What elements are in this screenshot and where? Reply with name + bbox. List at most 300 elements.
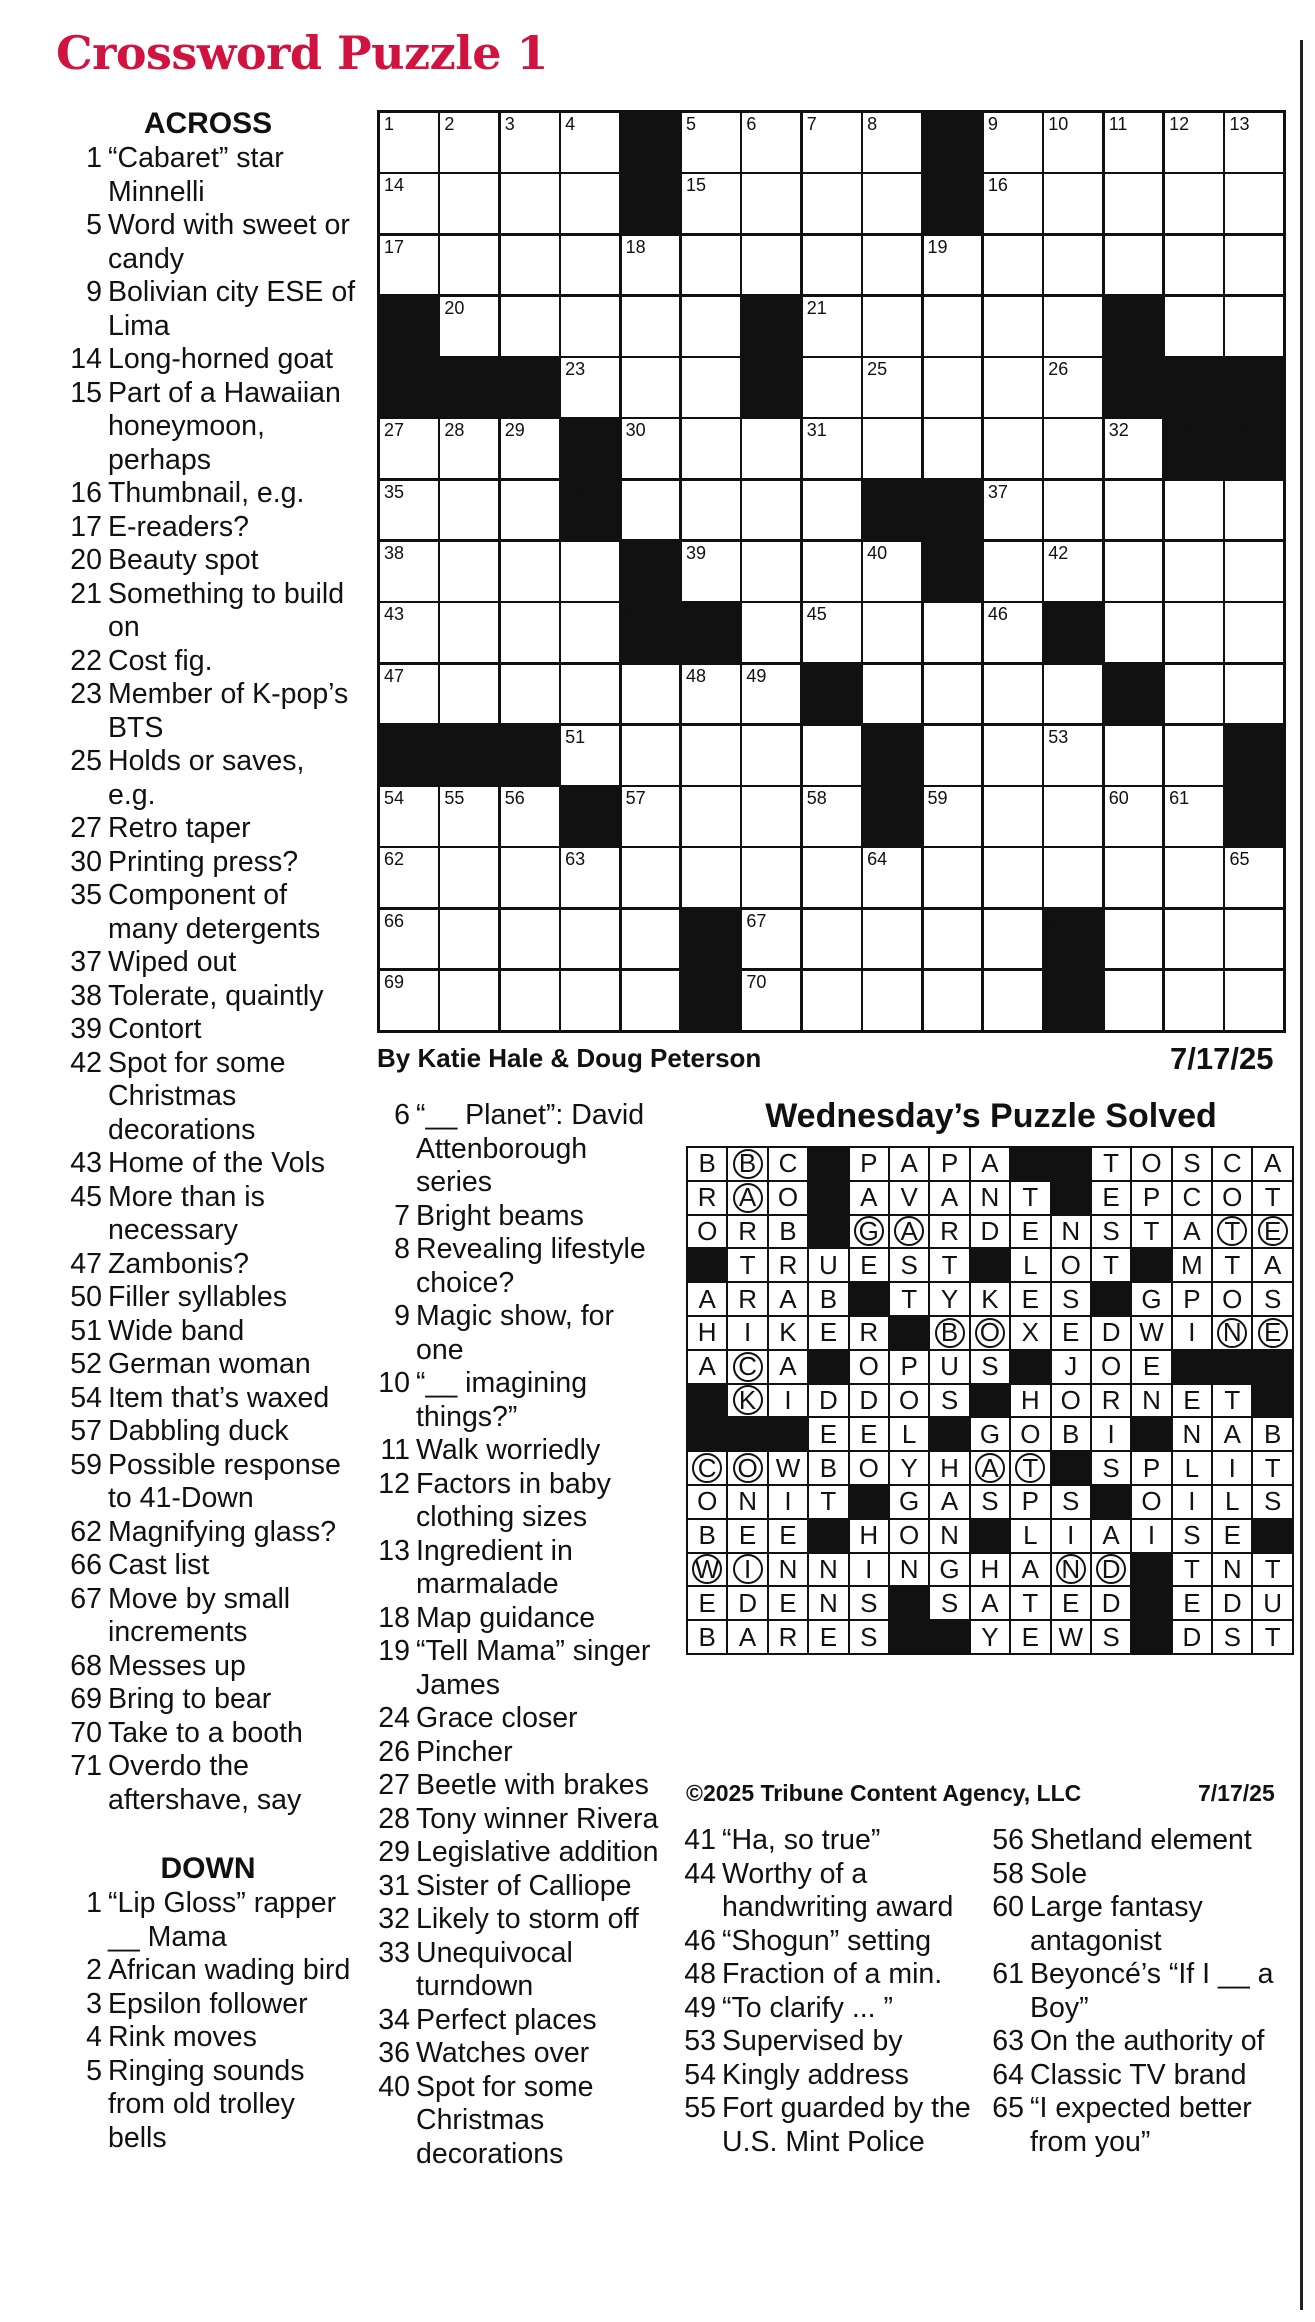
solved-letter: E bbox=[1021, 1283, 1039, 1314]
clue-across-38[interactable] bbox=[58, 980, 358, 1014]
grid-cell[interactable] bbox=[1044, 481, 1102, 540]
clue-across-9[interactable] bbox=[58, 276, 358, 343]
grid-cell[interactable] bbox=[742, 174, 800, 233]
grid-cell[interactable] bbox=[1165, 113, 1223, 172]
clue-down_col2-29[interactable] bbox=[366, 1836, 666, 1870]
grid-cell[interactable] bbox=[501, 419, 559, 478]
grid-cell[interactable] bbox=[803, 358, 861, 417]
clue-number: 31 bbox=[378, 1869, 410, 1902]
clue-across-16[interactable] bbox=[58, 477, 358, 511]
grid-cell[interactable] bbox=[803, 603, 861, 662]
grid-cell[interactable] bbox=[440, 236, 498, 295]
grid-cell[interactable] bbox=[863, 358, 921, 417]
grid-cell[interactable] bbox=[380, 174, 438, 233]
clue-down_col3-54[interactable] bbox=[672, 2059, 982, 2093]
clue-text: Printing press? bbox=[108, 845, 299, 878]
solved-cell bbox=[1092, 1621, 1130, 1653]
grid-cell[interactable] bbox=[622, 419, 680, 478]
grid-cell[interactable] bbox=[1044, 174, 1102, 233]
grid-cell[interactable] bbox=[742, 236, 800, 295]
grid-cell[interactable] bbox=[561, 174, 619, 233]
grid-cell[interactable] bbox=[742, 726, 800, 785]
clue-across-17[interactable] bbox=[58, 511, 358, 545]
grid-cell[interactable] bbox=[380, 665, 438, 724]
black-square bbox=[682, 603, 740, 662]
grid-cell[interactable] bbox=[1225, 481, 1283, 540]
grid-cell[interactable] bbox=[1044, 236, 1102, 295]
cell-number: 61 bbox=[1169, 788, 1190, 809]
clue-text: Bolivian city ESE of Lima bbox=[108, 276, 356, 342]
cell-number: 18 bbox=[625, 236, 646, 257]
grid-cell[interactable] bbox=[984, 542, 1042, 601]
grid-cell[interactable] bbox=[1105, 603, 1163, 662]
cell-number: 32 bbox=[1108, 420, 1129, 441]
grid-cell[interactable] bbox=[863, 113, 921, 172]
grid-cell[interactable] bbox=[682, 419, 740, 478]
clue-across-37[interactable] bbox=[58, 946, 358, 980]
clue-across-14[interactable] bbox=[58, 343, 358, 377]
grid-cell[interactable] bbox=[622, 726, 680, 785]
grid-cell[interactable] bbox=[924, 726, 982, 785]
grid-cell[interactable] bbox=[803, 542, 861, 601]
grid-cell[interactable] bbox=[501, 603, 559, 662]
solved-letter: N bbox=[1056, 1554, 1086, 1584]
grid-cell[interactable] bbox=[682, 848, 740, 907]
grid-cell[interactable] bbox=[1105, 174, 1163, 233]
clue-across-70[interactable] bbox=[58, 1717, 358, 1751]
grid-cell[interactable] bbox=[561, 236, 619, 295]
grid-cell[interactable] bbox=[1105, 113, 1163, 172]
grid-cell[interactable] bbox=[501, 665, 559, 724]
clue-down_col2-36[interactable] bbox=[366, 2037, 666, 2071]
grid-cell[interactable] bbox=[742, 665, 800, 724]
grid-cell[interactable] bbox=[742, 419, 800, 478]
grid-cell[interactable] bbox=[984, 236, 1042, 295]
grid-cell[interactable] bbox=[1165, 297, 1223, 356]
grid-cell[interactable] bbox=[984, 358, 1042, 417]
grid-cell[interactable] bbox=[622, 971, 680, 1030]
solved-cell bbox=[890, 1554, 928, 1586]
grid-cell[interactable] bbox=[984, 419, 1042, 478]
clue-across-42[interactable] bbox=[58, 1047, 358, 1148]
grid-cell[interactable] bbox=[440, 542, 498, 601]
grid-cell[interactable] bbox=[501, 787, 559, 846]
grid-cell[interactable] bbox=[742, 787, 800, 846]
grid-cell[interactable] bbox=[561, 358, 619, 417]
grid-cell[interactable] bbox=[863, 665, 921, 724]
grid-cell[interactable] bbox=[380, 603, 438, 662]
clue-across-22[interactable] bbox=[58, 645, 358, 679]
grid-cell[interactable] bbox=[440, 297, 498, 356]
solved-cell bbox=[930, 1452, 968, 1484]
grid-cell[interactable] bbox=[440, 910, 498, 969]
clue-down_col3-46[interactable] bbox=[672, 1925, 982, 1959]
grid-cell[interactable] bbox=[501, 910, 559, 969]
grid-cell[interactable] bbox=[380, 113, 438, 172]
grid-cell[interactable] bbox=[924, 971, 982, 1030]
grid-cell[interactable] bbox=[440, 665, 498, 724]
grid-cell[interactable] bbox=[742, 542, 800, 601]
solved-letter: D bbox=[818, 1384, 838, 1415]
grid-cell[interactable] bbox=[1044, 419, 1102, 478]
grid-cell[interactable] bbox=[1044, 113, 1102, 172]
clue-across-23[interactable] bbox=[58, 678, 358, 745]
clue-down_col1-2[interactable] bbox=[58, 1954, 358, 1988]
clue-across-62[interactable] bbox=[58, 1516, 358, 1550]
grid-cell[interactable] bbox=[440, 174, 498, 233]
grid-cell[interactable] bbox=[380, 971, 438, 1030]
clue-down_col2-13[interactable] bbox=[366, 1535, 666, 1602]
clue-down_col2-6[interactable] bbox=[366, 1099, 666, 1200]
clue-across-15[interactable] bbox=[58, 377, 358, 478]
grid-cell[interactable] bbox=[561, 910, 619, 969]
clue-down_col4-63[interactable] bbox=[980, 2025, 1280, 2059]
grid-cell[interactable] bbox=[984, 297, 1042, 356]
grid-cell[interactable] bbox=[1225, 297, 1283, 356]
grid-cell[interactable] bbox=[1165, 603, 1223, 662]
clue-down_col2-40[interactable] bbox=[366, 2071, 666, 2172]
grid-cell[interactable] bbox=[440, 971, 498, 1030]
grid-cell[interactable] bbox=[1105, 542, 1163, 601]
clue-across-52[interactable] bbox=[58, 1348, 358, 1382]
clue-down_col4-58[interactable] bbox=[980, 1858, 1280, 1892]
clue-down_col4-64[interactable] bbox=[980, 2059, 1280, 2093]
grid-cell[interactable] bbox=[924, 358, 982, 417]
solved-cell bbox=[1173, 1148, 1211, 1180]
grid-cell[interactable] bbox=[440, 113, 498, 172]
grid-cell[interactable] bbox=[924, 419, 982, 478]
solved-cell bbox=[1011, 1216, 1049, 1248]
clue-across-59[interactable] bbox=[58, 1449, 358, 1516]
grid-cell[interactable] bbox=[863, 603, 921, 662]
clue-across-1[interactable] bbox=[58, 142, 358, 209]
grid-cell[interactable] bbox=[1225, 910, 1283, 969]
grid-cell[interactable] bbox=[803, 481, 861, 540]
solved-black-square bbox=[1092, 1283, 1130, 1315]
clue-across-57[interactable] bbox=[58, 1415, 358, 1449]
grid-cell[interactable] bbox=[440, 787, 498, 846]
clue-across-51[interactable] bbox=[58, 1315, 358, 1349]
clue-down_col1-3[interactable] bbox=[58, 1988, 358, 2022]
clue-down_col2-10[interactable] bbox=[366, 1367, 666, 1434]
clue-across-43[interactable] bbox=[58, 1147, 358, 1181]
grid-cell[interactable] bbox=[1225, 113, 1283, 172]
clue-down_col3-53[interactable] bbox=[672, 2025, 982, 2059]
grid-cell[interactable] bbox=[561, 297, 619, 356]
clue-across-67[interactable] bbox=[58, 1583, 358, 1650]
grid-cell[interactable] bbox=[1105, 236, 1163, 295]
grid-cell[interactable] bbox=[380, 419, 438, 478]
grid-cell[interactable] bbox=[561, 542, 619, 601]
grid-cell[interactable] bbox=[863, 542, 921, 601]
grid-cell[interactable] bbox=[561, 603, 619, 662]
grid-cell[interactable] bbox=[1044, 358, 1102, 417]
grid-cell[interactable] bbox=[440, 481, 498, 540]
clue-across-54[interactable] bbox=[58, 1382, 358, 1416]
grid-cell[interactable] bbox=[622, 297, 680, 356]
grid-cell[interactable] bbox=[1105, 787, 1163, 846]
grid-cell[interactable] bbox=[501, 971, 559, 1030]
clue-across-68[interactable] bbox=[58, 1650, 358, 1684]
grid-cell[interactable] bbox=[1225, 603, 1283, 662]
grid-cell[interactable] bbox=[1165, 971, 1223, 1030]
grid-cell[interactable] bbox=[1105, 848, 1163, 907]
grid-cell[interactable] bbox=[803, 174, 861, 233]
grid-cell[interactable] bbox=[924, 236, 982, 295]
clue-across-71[interactable] bbox=[58, 1750, 358, 1817]
grid-cell[interactable] bbox=[682, 236, 740, 295]
black-square bbox=[1225, 726, 1283, 785]
clue-across-20[interactable] bbox=[58, 544, 358, 578]
clue-across-5[interactable] bbox=[58, 209, 358, 276]
grid-cell[interactable] bbox=[742, 113, 800, 172]
grid-cell[interactable] bbox=[1165, 665, 1223, 724]
clue-down_col2-24[interactable] bbox=[366, 1702, 666, 1736]
grid-cell[interactable] bbox=[501, 113, 559, 172]
grid-cell[interactable] bbox=[1165, 910, 1223, 969]
solved-cell bbox=[930, 1351, 968, 1383]
clue-down_col4-60[interactable] bbox=[980, 1891, 1280, 1958]
grid-cell[interactable] bbox=[863, 297, 921, 356]
clue-across-39[interactable] bbox=[58, 1013, 358, 1047]
clue-across-35[interactable] bbox=[58, 879, 358, 946]
clue-down_col2-34[interactable] bbox=[366, 2004, 666, 2038]
grid-cell[interactable] bbox=[622, 236, 680, 295]
grid-cell[interactable] bbox=[561, 113, 619, 172]
clue-text: “Ha, so true” bbox=[722, 1824, 881, 1856]
clue-down_col2-11[interactable] bbox=[366, 1434, 666, 1468]
clue-across-25[interactable] bbox=[58, 745, 358, 812]
clue-number: 1 bbox=[86, 142, 102, 174]
grid-cell[interactable] bbox=[1225, 971, 1283, 1030]
grid-cell[interactable] bbox=[561, 665, 619, 724]
grid-cell[interactable] bbox=[682, 113, 740, 172]
grid-cell[interactable] bbox=[863, 971, 921, 1030]
clue-number: 26 bbox=[378, 1735, 410, 1768]
clue-across-21[interactable] bbox=[58, 578, 358, 645]
grid-cell[interactable] bbox=[682, 542, 740, 601]
grid-cell[interactable] bbox=[984, 481, 1042, 540]
grid-cell[interactable] bbox=[622, 787, 680, 846]
solved-cell bbox=[1253, 1452, 1291, 1484]
cell-number: 20 bbox=[444, 297, 465, 318]
grid-cell[interactable] bbox=[1225, 665, 1283, 724]
grid-cell[interactable] bbox=[1105, 419, 1163, 478]
grid-cell[interactable] bbox=[1165, 236, 1223, 295]
grid-cell[interactable] bbox=[803, 236, 861, 295]
clue-down_col2-7[interactable] bbox=[366, 1200, 666, 1234]
grid-cell[interactable] bbox=[1225, 174, 1283, 233]
clue-down_col3-48[interactable] bbox=[672, 1958, 982, 1992]
grid-cell[interactable] bbox=[380, 481, 438, 540]
clue-down_col2-12[interactable] bbox=[366, 1468, 666, 1535]
clue-down_col3-41[interactable] bbox=[672, 1824, 982, 1858]
grid-cell[interactable] bbox=[682, 297, 740, 356]
grid-cell[interactable] bbox=[1044, 297, 1102, 356]
grid-cell[interactable] bbox=[984, 787, 1042, 846]
solved-cell bbox=[688, 1587, 726, 1619]
grid-cell[interactable] bbox=[1105, 726, 1163, 785]
grid-cell[interactable] bbox=[863, 848, 921, 907]
grid-cell[interactable] bbox=[1044, 542, 1102, 601]
grid-cell[interactable] bbox=[984, 848, 1042, 907]
grid-cell[interactable] bbox=[1044, 665, 1102, 724]
clue-down_col3-55[interactable] bbox=[672, 2092, 982, 2159]
black-square bbox=[1165, 358, 1223, 417]
grid-cell[interactable] bbox=[1044, 787, 1102, 846]
grid-cell[interactable] bbox=[984, 971, 1042, 1030]
grid-cell[interactable] bbox=[803, 419, 861, 478]
grid-cell[interactable] bbox=[924, 665, 982, 724]
grid-cell[interactable] bbox=[742, 481, 800, 540]
grid-cell[interactable] bbox=[984, 113, 1042, 172]
grid-cell[interactable] bbox=[1105, 481, 1163, 540]
clue-across-50[interactable] bbox=[58, 1281, 358, 1315]
clue-down_col4-65[interactable] bbox=[980, 2092, 1280, 2159]
grid-cell[interactable] bbox=[440, 848, 498, 907]
cell-number: 36 bbox=[565, 481, 586, 502]
grid-cell[interactable] bbox=[1225, 848, 1283, 907]
solved-letter: J bbox=[1064, 1351, 1078, 1382]
solved-letter: G bbox=[979, 1418, 1001, 1449]
grid-cell[interactable] bbox=[924, 787, 982, 846]
clue-across-30[interactable] bbox=[58, 846, 358, 880]
clue-down_col3-49[interactable] bbox=[672, 1992, 982, 2026]
grid-cell[interactable] bbox=[682, 787, 740, 846]
grid-cell[interactable] bbox=[1165, 726, 1223, 785]
grid-cell[interactable] bbox=[984, 603, 1042, 662]
grid-cell[interactable] bbox=[803, 910, 861, 969]
grid-cell[interactable] bbox=[863, 910, 921, 969]
clue-down_col3-44[interactable] bbox=[672, 1858, 982, 1925]
grid-cell[interactable] bbox=[1044, 726, 1102, 785]
grid-cell[interactable] bbox=[803, 726, 861, 785]
grid-cell[interactable] bbox=[863, 419, 921, 478]
grid-cell[interactable] bbox=[1165, 481, 1223, 540]
grid-cell[interactable] bbox=[380, 787, 438, 846]
grid-cell[interactable] bbox=[682, 665, 740, 724]
grid-cell[interactable] bbox=[380, 542, 438, 601]
grid-cell[interactable] bbox=[1105, 910, 1163, 969]
clue-down_col4-61[interactable] bbox=[980, 1958, 1280, 2025]
grid-cell[interactable] bbox=[682, 726, 740, 785]
grid-cell[interactable] bbox=[561, 848, 619, 907]
grid-cell[interactable] bbox=[1165, 787, 1223, 846]
solved-letter: S bbox=[940, 1587, 959, 1618]
clue-across-47[interactable] bbox=[58, 1248, 358, 1282]
grid-cell[interactable] bbox=[682, 358, 740, 417]
grid-cell[interactable] bbox=[501, 542, 559, 601]
clue-down_col2-28[interactable] bbox=[366, 1803, 666, 1837]
grid-cell[interactable] bbox=[984, 726, 1042, 785]
grid-cell[interactable] bbox=[924, 910, 982, 969]
clue-down_col2-8[interactable] bbox=[366, 1233, 666, 1300]
grid-cell[interactable] bbox=[803, 848, 861, 907]
grid-cell[interactable] bbox=[742, 603, 800, 662]
clue-down_col2-32[interactable] bbox=[366, 1903, 666, 1937]
grid-cell[interactable] bbox=[622, 358, 680, 417]
clue-down_col4-56[interactable] bbox=[980, 1824, 1280, 1858]
grid-cell[interactable] bbox=[924, 848, 982, 907]
grid-cell[interactable] bbox=[501, 297, 559, 356]
solved-letter: Y bbox=[940, 1283, 959, 1314]
grid-cell[interactable] bbox=[501, 236, 559, 295]
clue-across-27[interactable] bbox=[58, 812, 358, 846]
crossword-grid[interactable] bbox=[377, 110, 1286, 1033]
clue-down_col2-9[interactable] bbox=[366, 1300, 666, 1367]
grid-cell[interactable] bbox=[1044, 848, 1102, 907]
clue-down_col2-18[interactable] bbox=[366, 1602, 666, 1636]
solved-cell bbox=[769, 1351, 807, 1383]
grid-cell[interactable] bbox=[682, 481, 740, 540]
grid-cell[interactable] bbox=[742, 971, 800, 1030]
grid-cell[interactable] bbox=[501, 481, 559, 540]
grid-cell[interactable] bbox=[561, 971, 619, 1030]
clue-across-66[interactable] bbox=[58, 1549, 358, 1583]
clue-across-69[interactable] bbox=[58, 1683, 358, 1717]
clue-down_col1-4[interactable] bbox=[58, 2021, 358, 2055]
grid-cell[interactable] bbox=[622, 848, 680, 907]
grid-cell[interactable] bbox=[803, 787, 861, 846]
grid-cell[interactable] bbox=[924, 297, 982, 356]
grid-cell[interactable] bbox=[1105, 971, 1163, 1030]
grid-cell[interactable] bbox=[803, 971, 861, 1030]
cell-number: 19 bbox=[927, 236, 948, 257]
grid-cell[interactable] bbox=[440, 419, 498, 478]
grid-cell[interactable] bbox=[742, 848, 800, 907]
grid-cell[interactable] bbox=[622, 665, 680, 724]
clue-down_col2-26[interactable] bbox=[366, 1736, 666, 1770]
grid-cell[interactable] bbox=[1165, 848, 1223, 907]
solved-letter: I bbox=[784, 1486, 792, 1517]
grid-cell[interactable] bbox=[1165, 174, 1223, 233]
grid-cell[interactable] bbox=[803, 297, 861, 356]
grid-cell[interactable] bbox=[380, 848, 438, 907]
grid-cell[interactable] bbox=[501, 174, 559, 233]
solved-cell bbox=[1092, 1148, 1130, 1180]
clue-down_col1-5[interactable] bbox=[58, 2055, 358, 2156]
grid-cell[interactable] bbox=[984, 910, 1042, 969]
grid-cell[interactable] bbox=[742, 910, 800, 969]
grid-cell[interactable] bbox=[863, 174, 921, 233]
black-square bbox=[561, 787, 619, 846]
grid-cell[interactable] bbox=[803, 113, 861, 172]
clue-down_col2-31[interactable] bbox=[366, 1870, 666, 1904]
grid-cell[interactable] bbox=[622, 481, 680, 540]
solved-cell bbox=[688, 1621, 726, 1653]
clue-across-45[interactable] bbox=[58, 1181, 358, 1248]
grid-cell[interactable] bbox=[984, 665, 1042, 724]
grid-cell[interactable] bbox=[924, 603, 982, 662]
grid-cell[interactable] bbox=[1165, 542, 1223, 601]
grid-cell[interactable] bbox=[380, 910, 438, 969]
clue-down_col1-1[interactable] bbox=[58, 1887, 358, 1954]
clue-down_col2-27[interactable] bbox=[366, 1769, 666, 1803]
grid-cell[interactable] bbox=[440, 603, 498, 662]
clue-down_col2-33[interactable] bbox=[366, 1937, 666, 2004]
grid-cell[interactable] bbox=[501, 848, 559, 907]
grid-cell[interactable] bbox=[622, 910, 680, 969]
solved-letter: T bbox=[1224, 1249, 1241, 1280]
clue-down_col2-19[interactable] bbox=[366, 1635, 666, 1702]
grid-cell[interactable] bbox=[863, 236, 921, 295]
grid-cell[interactable] bbox=[1225, 542, 1283, 601]
grid-cell[interactable] bbox=[1225, 236, 1283, 295]
grid-cell[interactable] bbox=[380, 236, 438, 295]
grid-cell[interactable] bbox=[984, 174, 1042, 233]
grid-cell[interactable] bbox=[682, 174, 740, 233]
grid-cell[interactable] bbox=[561, 726, 619, 785]
